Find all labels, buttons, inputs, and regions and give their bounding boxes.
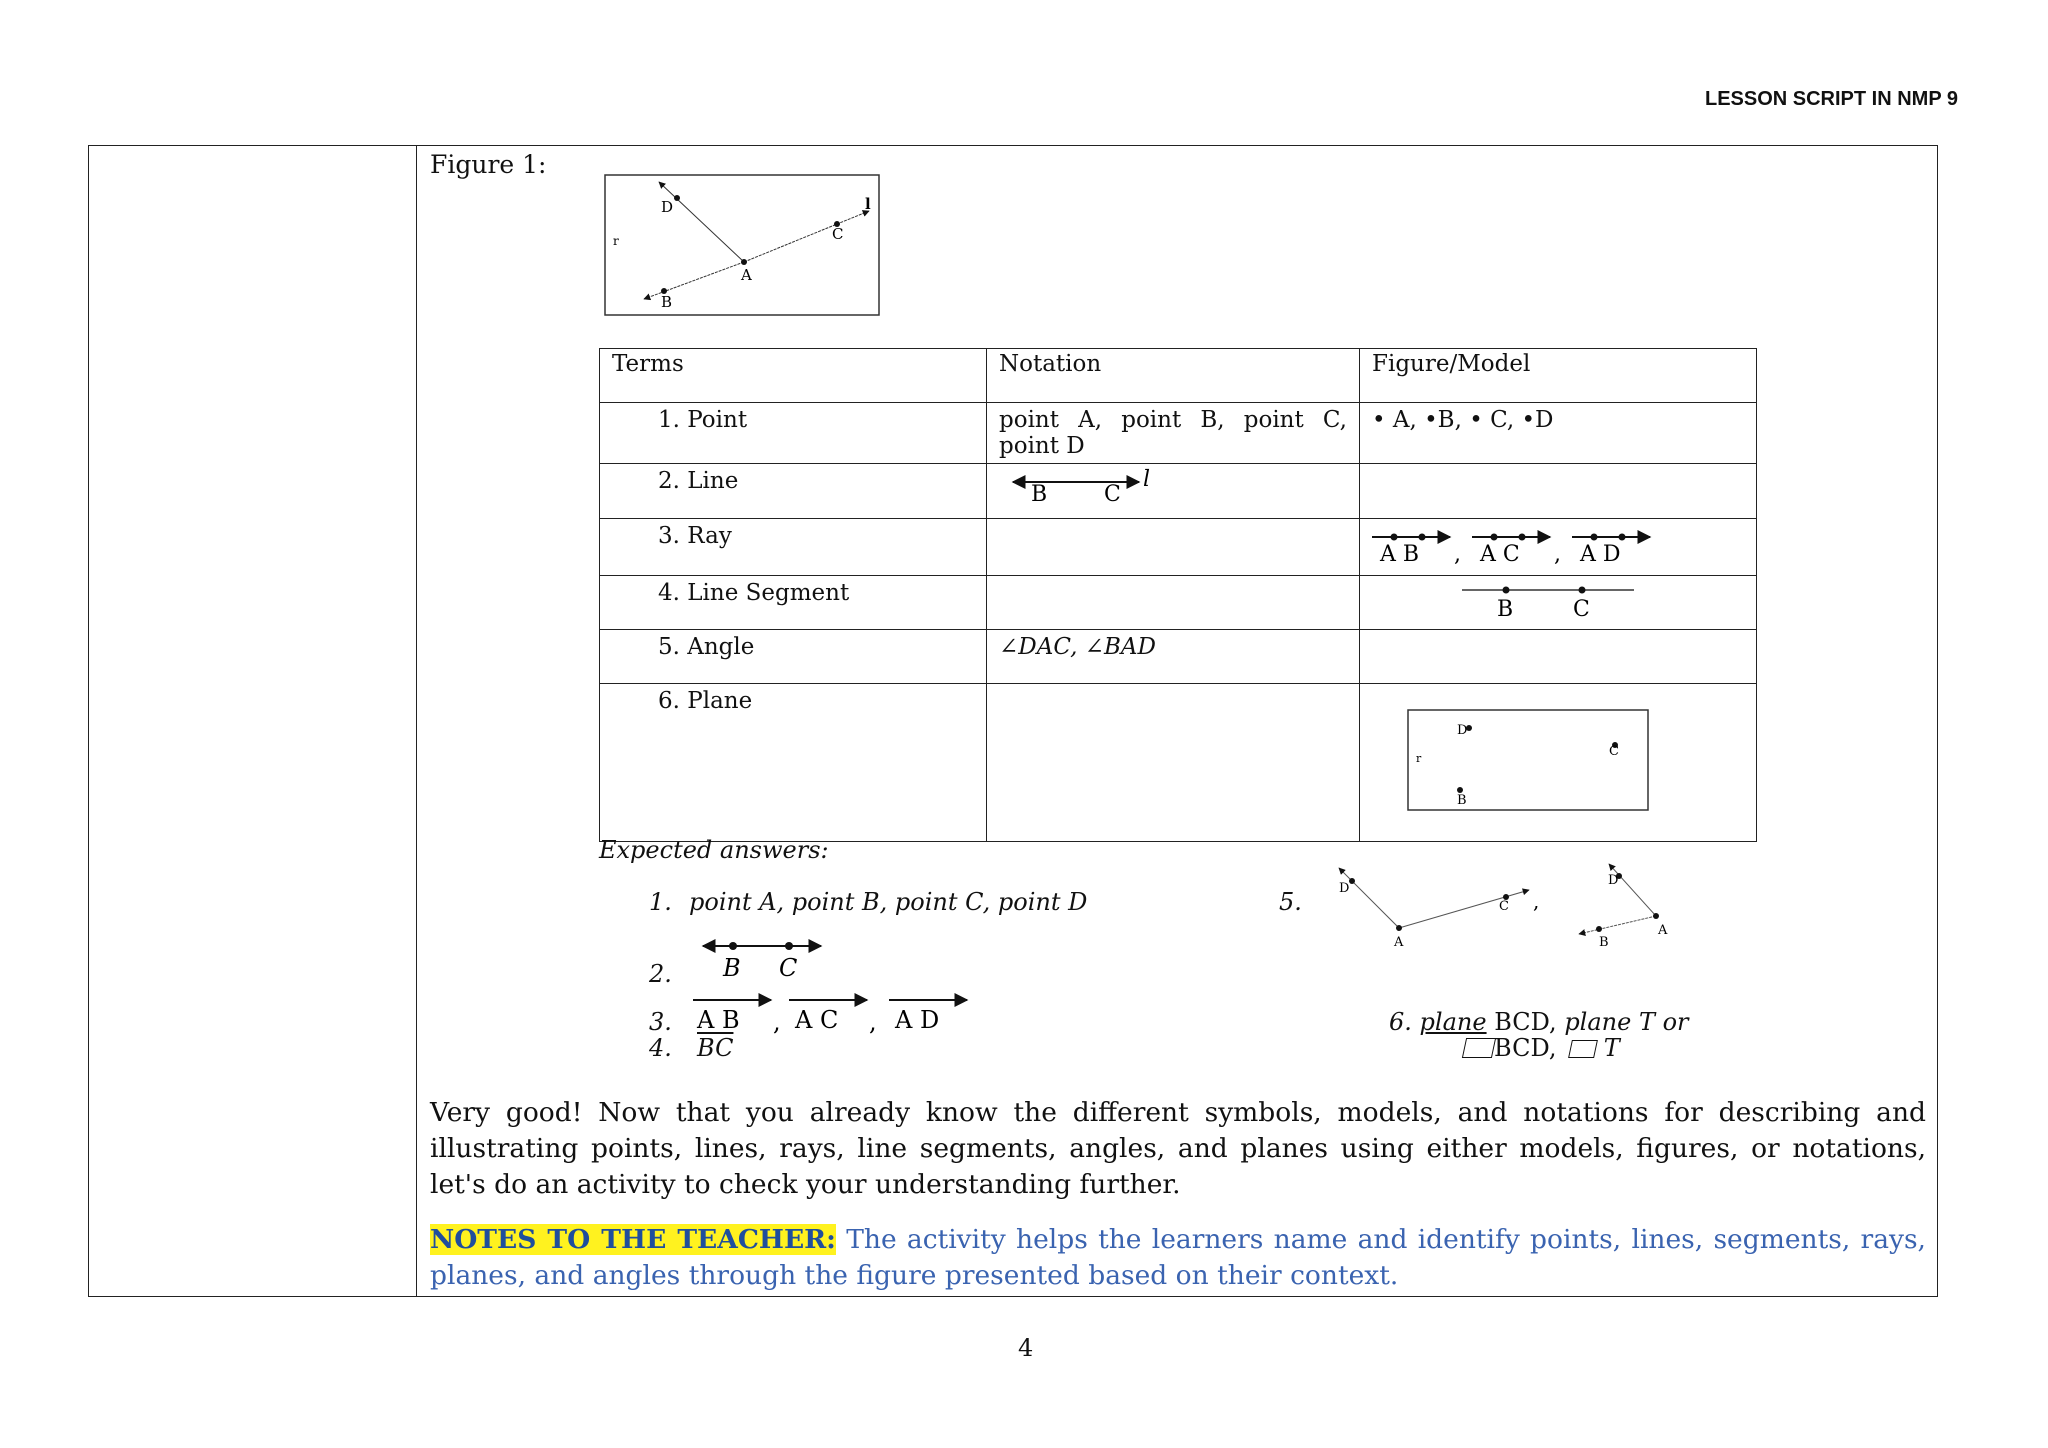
answer-6-num: 6. (1389, 1008, 1412, 1036)
answer-6-line1 (1389, 1008, 1689, 1036)
parallelogram-icon-2 (1568, 1040, 1598, 1058)
closing-paragraph: Very good! Now that you already know the different symbols, models, and notations for describing and illustrating points, lines, rays, line segments, angles, and planes using either models, figures, or notations, let's do an activity to check your understanding further. (430, 1097, 1926, 1200)
answer-5-a2: A (1658, 923, 1668, 938)
header-notation: Notation (987, 349, 1360, 403)
answer-5-num: 5. (1279, 888, 1302, 916)
page-number: 4 (1018, 1334, 1034, 1362)
figure-ray (1360, 519, 1757, 576)
line-point-c: C (1104, 482, 1121, 502)
answer-3-ray-ab: A B (697, 1006, 740, 1034)
notation-plane (987, 684, 1360, 842)
answer-1: point A, point B, point C, point D (689, 888, 1088, 916)
ray-ac-label: A C (1480, 542, 1520, 565)
page-header: LESSON SCRIPT IN NMP 9 (1704, 88, 1958, 110)
answer-3-ray-ad: A D (895, 1006, 940, 1034)
answer-3-num: 3. (649, 1008, 672, 1036)
fig1-point-d: D (661, 198, 674, 216)
svg-text:,: , (869, 1008, 877, 1034)
answer-3-rays (689, 988, 989, 1034)
ray-ad-label: A D (1580, 542, 1621, 565)
answer-5-d1: D (1339, 881, 1350, 896)
figure-segment (1360, 576, 1757, 630)
line-label-l: l (1143, 468, 1151, 492)
fig1-line-label: l (865, 195, 871, 213)
notation-angle: ∠DAC, ∠BAD (987, 630, 1360, 684)
header-terms: Terms (600, 349, 987, 403)
answer-2-point-b: B (723, 954, 741, 982)
answer-2-point-c: C (779, 954, 798, 982)
segment-point-c: C (1573, 597, 1590, 622)
answer-6-bcd-2: BCD, (1494, 1034, 1557, 1062)
notation-point: point A, point B, point C, point D (987, 403, 1360, 464)
notation-ray (987, 519, 1360, 576)
answer-3-ray-ac: A C (795, 1006, 839, 1034)
notation-line (987, 464, 1360, 519)
term-ray: 3. Ray (600, 519, 987, 576)
expected-answers-title: Expected answers: (599, 836, 829, 864)
lesson-table (88, 145, 1938, 1297)
plane-label-r: r (1416, 752, 1422, 765)
svg-text:,: , (1454, 542, 1461, 565)
term-line: 2. Line (600, 464, 987, 519)
term-point: 1. Point (600, 403, 987, 464)
svg-text:,: , (1533, 889, 1540, 913)
notes-label: NOTES TO THE TEACHER: (430, 1224, 836, 1255)
answer-2-num: 2. (649, 960, 672, 988)
term-plane: 6. Plane (600, 684, 987, 842)
answer-6-t-or: T or (1638, 1008, 1689, 1036)
svg-text:,: , (773, 1008, 781, 1034)
answer-5-angles (1319, 846, 1719, 946)
left-column (89, 146, 417, 1296)
plane-figure (1396, 700, 1656, 830)
header-figure: Figure/Model (1360, 349, 1757, 403)
segment-point-b: B (1497, 597, 1514, 622)
rays-figure (1372, 523, 1692, 565)
fig1-plane-label: r (613, 234, 619, 248)
fig1-point-b: B (661, 293, 673, 311)
plane-point-d: D (1457, 723, 1468, 738)
figure-plane (1360, 684, 1757, 842)
notation-segment (987, 576, 1360, 630)
answer-6-plane-word-1: plane (1419, 1008, 1487, 1036)
line-point-b: B (1031, 482, 1048, 502)
parallelogram-icon (1462, 1038, 1496, 1058)
answer-4: $\overline{BC}$ (697, 1034, 734, 1062)
plane-point-b: B (1457, 793, 1467, 808)
segment-figure (1372, 580, 1652, 622)
teacher-notes (430, 1222, 1926, 1294)
answer-5-b: B (1599, 935, 1609, 946)
figure-1-diagram (604, 174, 880, 316)
answer-4-num: 4. (649, 1034, 672, 1062)
answer-5-c: C (1499, 899, 1509, 914)
svg-text:,: , (1554, 542, 1561, 565)
term-segment: 4. Line Segment (600, 576, 987, 630)
terms-table (599, 348, 1757, 842)
fig1-point-a: A (741, 266, 752, 284)
plane-point-c: C (1609, 744, 1619, 759)
ray-ab-label: A B (1380, 542, 1420, 565)
figure-angle (1360, 630, 1757, 684)
answer-6-plane-word-2: plane (1564, 1008, 1632, 1036)
figure-point: • A, •B, • C, •D (1360, 403, 1757, 464)
notes-text: The activity helps the learners name and identify points, lines, segments, rays, planes, and angles through the figure presented based on their context. (430, 1224, 1926, 1291)
answer-2-line (699, 932, 829, 984)
answer-6-line2 (1464, 1034, 1620, 1062)
line-bc-figure (999, 468, 1159, 502)
figure-label: Figure 1: (430, 150, 547, 179)
answer-5-a1: A (1394, 935, 1404, 946)
fig1-point-c: C (832, 225, 844, 243)
term-angle: 5. Angle (600, 630, 987, 684)
figure-line (1360, 464, 1757, 519)
answer-6-t: T (1603, 1034, 1620, 1062)
answer-6-bcd-1: BCD, (1494, 1008, 1557, 1036)
answer-1-num: 1. (649, 888, 672, 916)
answer-5-d2: D (1608, 873, 1619, 888)
